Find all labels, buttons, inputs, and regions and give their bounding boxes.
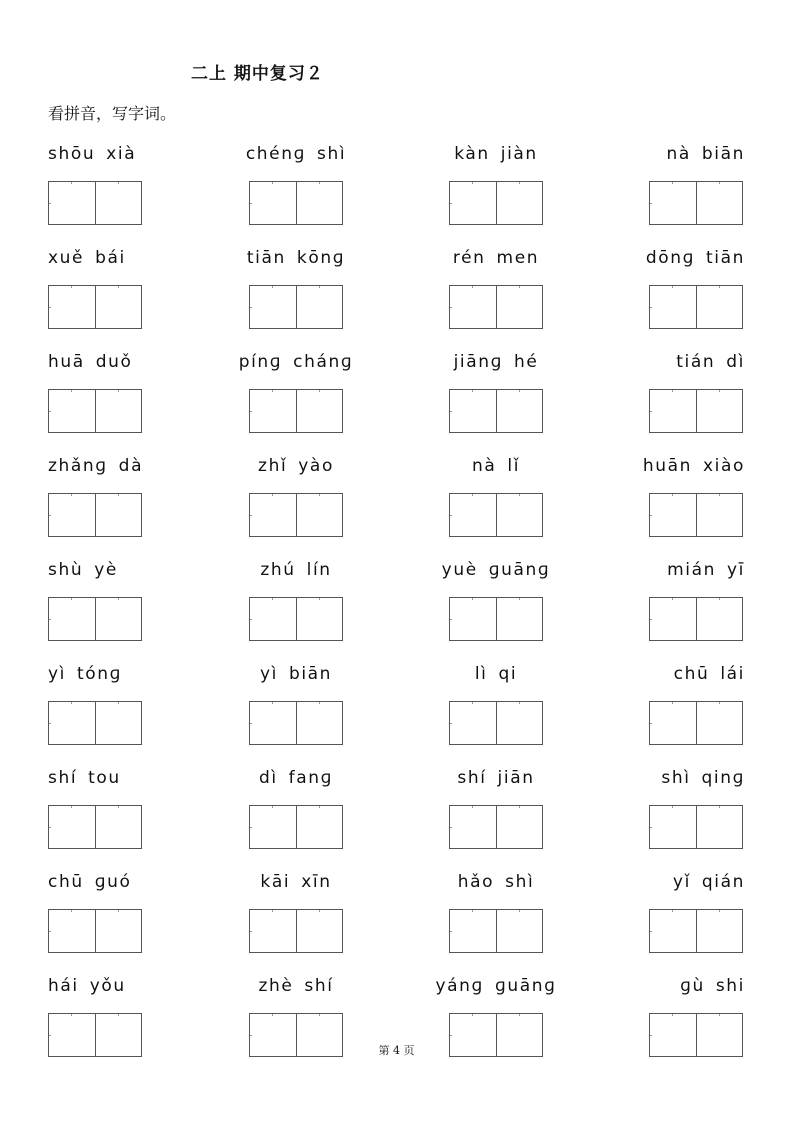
pinyin-prompt: chénɡ shì [245, 144, 347, 164]
pinyin-prompt: shí tou [48, 768, 121, 788]
writing-grid[interactable] [649, 285, 743, 329]
writing-grid[interactable] [449, 805, 543, 849]
pinyin-prompt: tiān kōnɡ [246, 248, 346, 268]
pinyin-prompt: yánɡ ɡuānɡ [435, 976, 557, 996]
pinyin-prompt: chū lái [673, 664, 745, 684]
writing-grid[interactable] [449, 285, 543, 329]
pinyin-prompt: yì tónɡ [48, 664, 123, 684]
writing-grid[interactable] [249, 389, 343, 433]
writing-grid[interactable] [449, 493, 543, 537]
pinyin-prompt: jiānɡ hé [453, 352, 539, 372]
pinyin-prompt: tián dì [676, 352, 745, 372]
writing-grid[interactable] [649, 389, 743, 433]
pinyin-prompt: yì biān [259, 664, 333, 684]
pinyin-prompt: xuě bái [48, 248, 126, 268]
pinyin-prompt: dì fanɡ [258, 768, 334, 788]
pinyin-prompt: yǐ qián [672, 872, 745, 892]
writing-grid[interactable] [649, 909, 743, 953]
writing-grid[interactable] [449, 389, 543, 433]
writing-grid[interactable] [449, 597, 543, 641]
writing-grid[interactable] [48, 181, 142, 225]
writing-grid[interactable] [249, 805, 343, 849]
writing-grid[interactable] [48, 701, 142, 745]
writing-grid[interactable] [48, 909, 142, 953]
pinyin-prompt: lì qi [474, 664, 518, 684]
writing-grid[interactable] [449, 181, 543, 225]
pinyin-prompt: mián yī [667, 560, 745, 580]
instruction-text: 看拼音，写字词。 [48, 104, 177, 123]
pinyin-prompt: nà biān [666, 144, 745, 164]
pinyin-prompt: zhǐ yào [258, 456, 334, 476]
writing-grid[interactable] [449, 701, 543, 745]
writing-grid[interactable] [649, 805, 743, 849]
pinyin-prompt: shōu xià [48, 144, 137, 164]
writing-grid[interactable] [649, 181, 743, 225]
pinyin-prompt: zhú lín [260, 560, 332, 580]
pinyin-prompt: kàn jiàn [454, 144, 538, 164]
writing-grid[interactable] [249, 597, 343, 641]
pinyin-prompt: pínɡ chánɡ [238, 352, 354, 372]
pinyin-prompt: ɡù shi [680, 976, 745, 996]
worksheet-title: 二上 期中复习２ [191, 64, 324, 84]
pinyin-prompt: yuè ɡuānɡ [441, 560, 551, 580]
writing-grid[interactable] [249, 493, 343, 537]
writing-grid[interactable] [48, 285, 142, 329]
pinyin-prompt: kāi xīn [260, 872, 332, 892]
writing-grid[interactable] [649, 701, 743, 745]
pinyin-prompt: shí jiān [457, 768, 535, 788]
pinyin-prompt: zhè shí [258, 976, 334, 996]
pinyin-prompt: dōnɡ tiān [645, 248, 745, 268]
pinyin-prompt: rén men [452, 248, 540, 268]
writing-grid[interactable] [48, 493, 142, 537]
pinyin-prompt: hái yǒu [48, 976, 126, 996]
writing-grid[interactable] [649, 597, 743, 641]
writing-grid[interactable] [249, 701, 343, 745]
pinyin-prompt: shù yè [48, 560, 118, 580]
pinyin-prompt: shì qinɡ [661, 768, 745, 788]
writing-grid[interactable] [249, 181, 343, 225]
pinyin-prompt: zhǎnɡ dà [48, 456, 144, 476]
pinyin-prompt: hǎo shì [457, 872, 535, 892]
pinyin-prompt: nà lǐ [471, 456, 521, 476]
writing-grid[interactable] [249, 909, 343, 953]
writing-grid[interactable] [48, 597, 142, 641]
page-number: 第 4 页 [378, 1044, 415, 1057]
writing-grid[interactable] [649, 493, 743, 537]
writing-grid[interactable] [48, 805, 142, 849]
pinyin-prompt: huā duǒ [48, 352, 133, 372]
writing-grid[interactable] [449, 909, 543, 953]
writing-grid[interactable] [249, 285, 343, 329]
pinyin-prompt: huān xiào [642, 456, 745, 476]
pinyin-prompt: chū ɡuó [48, 872, 132, 892]
writing-grid[interactable] [48, 389, 142, 433]
